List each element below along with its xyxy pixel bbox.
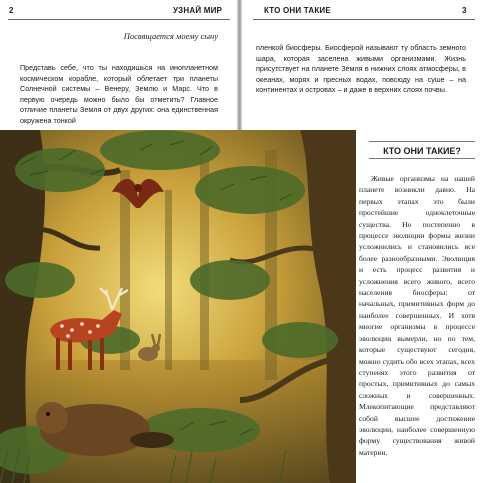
section-title-rule-top [369,141,475,142]
left-running-head: УЗНАЙ МИР [173,6,223,15]
section-title-rule-bottom [369,158,475,159]
right-intro-text: пленкой биосферы. Биосферой называют ту область земного шара, которая заселена живыми организмами. Жизнь присутствует на планете Земля в нижних слоях атмосферы, в океанах, морях и пресных водах, повсюду на суше – на континентах и островах – и даже в верхних слоях почвы. [256,43,466,94]
dedication: Посвящается моему сыну [123,31,218,41]
forest-illustration-svg [0,130,356,483]
section-title: КТО ОНИ ТАКИЕ? [383,146,461,156]
right-page-number: 3 [462,6,467,15]
body-text [359,173,475,458]
left-page-number: 2 [9,6,14,15]
right-header-rule [253,19,475,20]
left-intro-text: Представь себе, что ты находишься на инопланетном космическом корабле, который облетает три планеты Солнечной системы – Венеру, Землю и Марс. Что в первую очередь можно было бы отметить? Главное отличие планеты Земля от двух других: она единственная окружена тонкой [20,63,218,125]
forest-illustration [0,130,356,483]
left-header-rule [8,19,230,20]
body-paragraph: Живые организмы на нашей планете возникли давно. На первых этапах это были простейшие одноклеточные существа. Но постепенно в процессе эволюции формы жизни усложнились и становились все более разнообразными. Эволюция и есть процесс развития и усложнения всего живого, всего населения биосферы: от начальных, примитивных форм до наиболее совершенных. И хотя многие организмы в процессе эволюции вымерли, но по тем, которые существуют сегодня, можно судить обо всех этапах, всех ступенях этого развития от простых, примитивных до самых сложных и совершенных. Млекопитающие представляют собой высшее достижение эволюции, наиболее совершенную форму существования живой материи. [359,174,475,457]
right-running-head: КТО ОНИ ТАКИЕ [264,6,331,15]
